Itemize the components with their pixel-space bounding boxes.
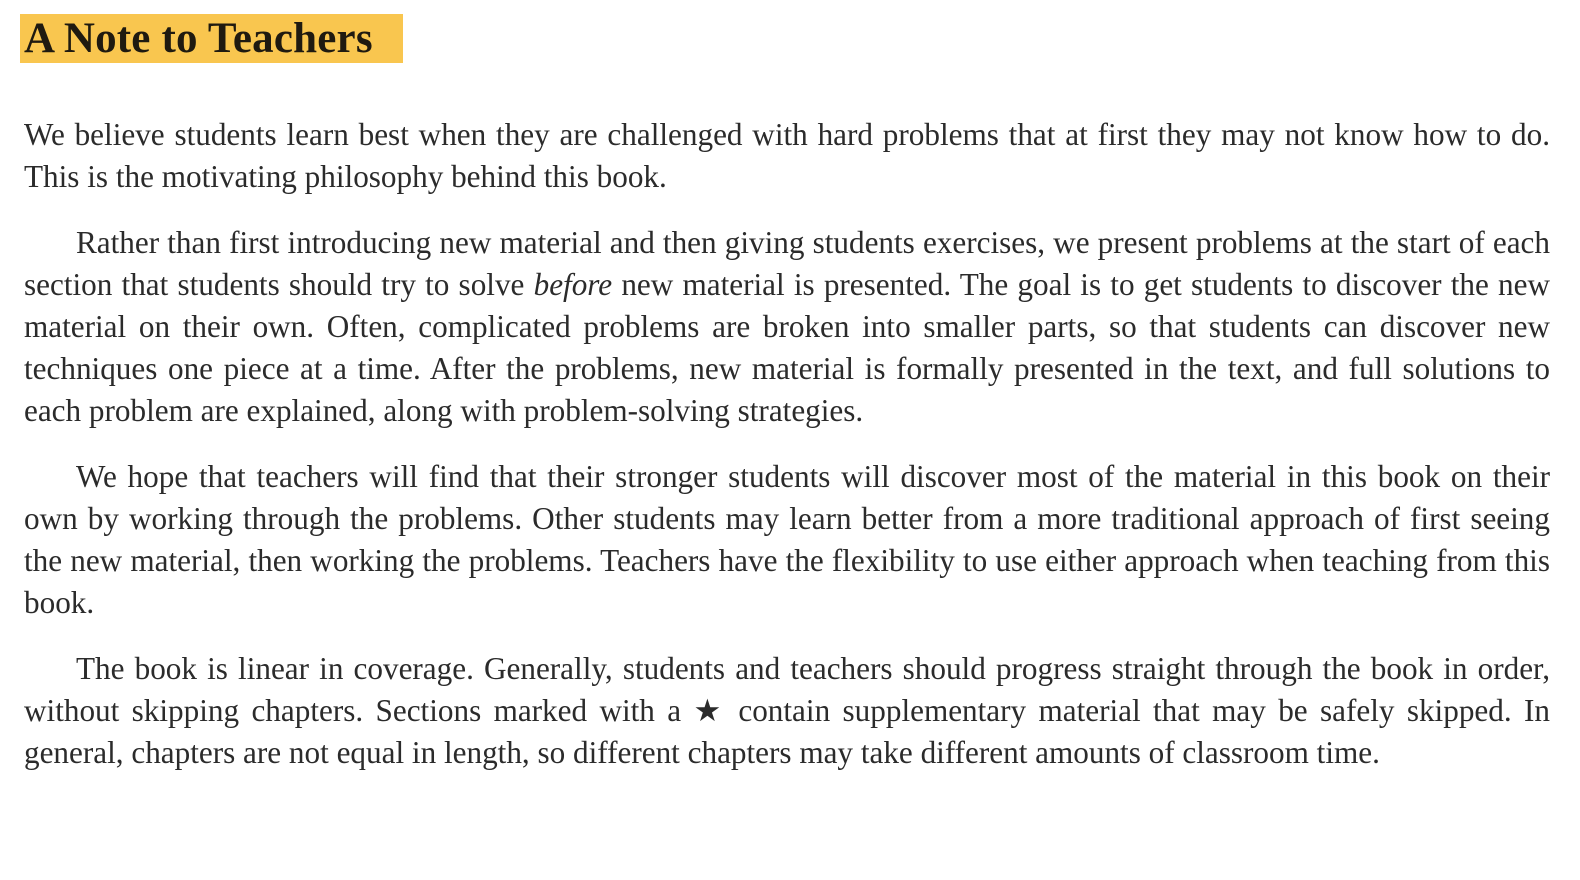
body-text	[24, 114, 1550, 798]
paragraph-4-part-2: contain supplementary material that may be safely skipped. In general, chapters are not equal in length, so different chapters may take different amounts of classroom time.	[24, 693, 1550, 770]
paragraph-4	[24, 648, 1550, 774]
paragraph-3: We hope that teachers will find that their stronger students will discover most of the material in this book on their own by working through the problems. Other students may learn better from a more traditional approach of first seeing the new material, then working the problems. Teachers have the flexibility to use either approach when teaching from this book.	[24, 459, 1550, 620]
emphasis-before: before	[533, 267, 613, 302]
paragraph-2	[24, 222, 1550, 432]
paragraph-2-part-2: new material is presented. The goal is to get students to discover the new material on their own. Often, complicated problems are broken into smaller parts, so that students can discover new techniques one piece at a time. After the problems, new material is formally presented in the text, and full solutions to each problem are explained, along with problem-solving strategies.	[24, 267, 1551, 428]
star-icon: ★	[693, 693, 726, 728]
paragraph-2-part-1: Rather than first introducing new material and then giving students exercises, we present problems at the start of each section that students should try to solve	[24, 225, 1550, 302]
paragraph-1: We believe students learn best when they are challenged with hard problems that at first they may not know how to do. This is the motivating philosophy behind this book.	[24, 117, 1550, 194]
paragraph-4-part-1: The book is linear in coverage. Generally, students and teachers should progress straight through the book in order, without skipping chapters. Sections marked with a	[24, 651, 1550, 728]
section-heading: A Note to Teachers	[20, 14, 403, 63]
